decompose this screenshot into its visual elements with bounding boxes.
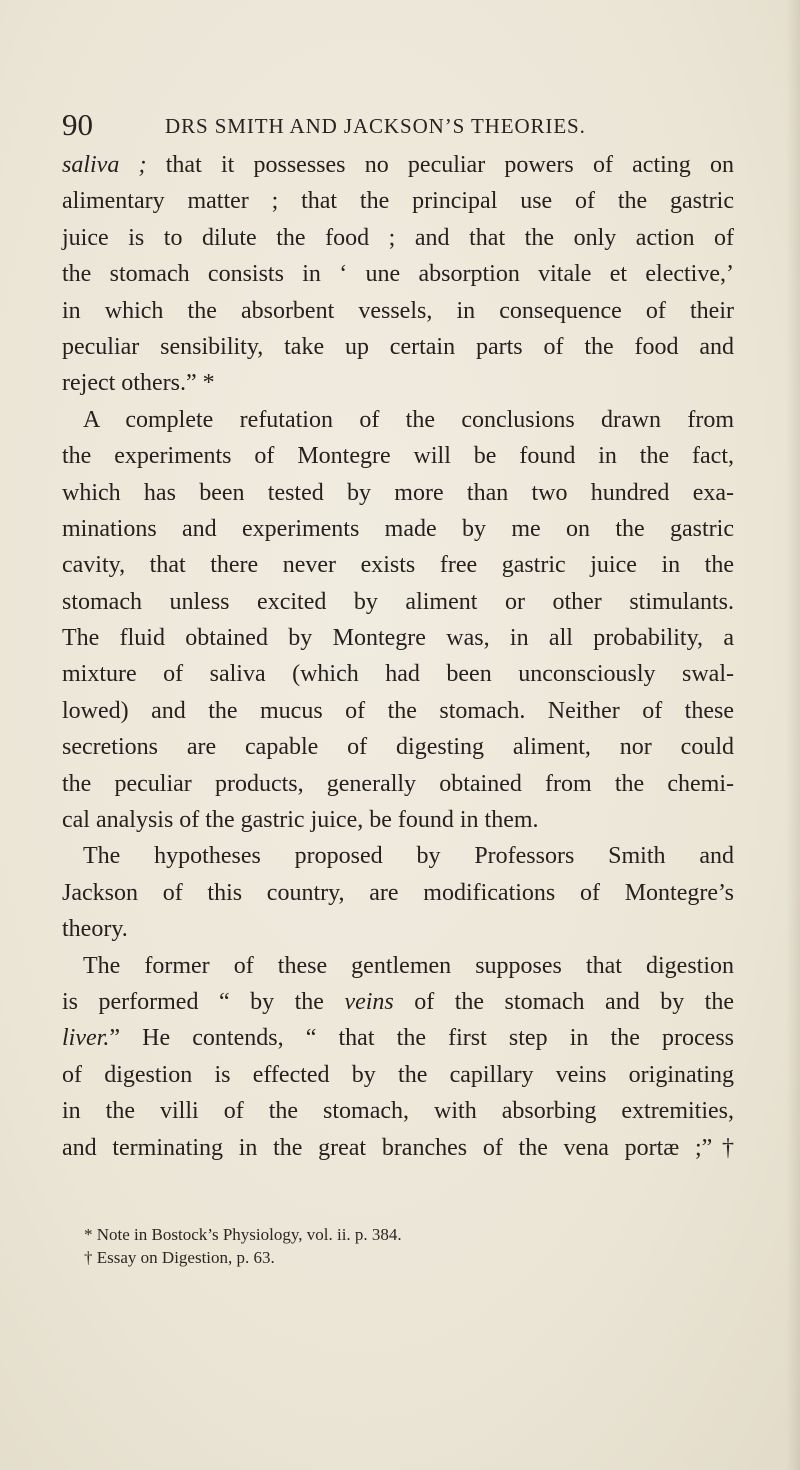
body-text [62,147,734,1166]
text-line: theory. [62,916,128,943]
text-line: reject others.” * [62,370,215,397]
text-line: liver.” He contends, “ that the first step in the process [62,1025,734,1052]
text-line: The former of these gentlemen supposes that digestion [83,952,734,979]
text-line: secretions are capable of digesting aliment, nor could [62,734,734,761]
text-line: alimentary matter ; that the principal use of the gastric [62,188,734,215]
running-title: DRS SMITH AND JACKSON’S THEORIES. [165,114,586,138]
text-line: which has been tested by more than two hundred exa- [62,479,734,506]
text-line: stomach unless excited by aliment or other stimulants. [62,588,734,615]
text-line: lowed) and the mucus of the stomach. Neither of these [62,697,734,724]
text-line: cal analysis of the gastric juice, be found in them. [62,807,539,834]
text-line: juice is to dilute the food ; and that the only action of [62,224,734,251]
text-line: peculiar sensibility, take up certain parts of the food and [62,333,734,360]
text-line: saliva ; that it possesses no peculiar powers of acting on [62,152,734,178]
text-line: of digestion is effected by the capillary veins originating [62,1061,734,1088]
footnotes [84,1223,684,1269]
footnote: * Note in Bostock’s Physiology, vol. ii. p. 384. [84,1225,402,1244]
text-line: is performed “ by the veins of the stomach and by the [62,988,735,1015]
text-line: The fluid obtained by Montegre was, in all probability, a [62,625,734,652]
footnote: † Essay on Digestion, p. 63. [84,1248,275,1267]
text-line: A complete refutation of the conclusions drawn from [83,406,734,433]
text-line: minations and experiments made by me on the gastric [62,515,734,542]
text-line: the stomach consists in ‘ une absorption vitale et elective,’ [62,261,734,288]
page-number: 90 [62,107,93,142]
text-line: in which the absorbent vessels, in consequence of their [62,297,734,324]
text-line: Jackson of this country, are modifications of Montegre’s [62,879,734,906]
text-line: The hypotheses proposed by Professors Smith and [83,843,734,870]
text-line: cavity, that there never exists free gastric juice in the [62,552,734,579]
page-header [62,105,734,145]
text-line: in the villi of the stomach, with absorbing extremities, [62,1098,734,1125]
text-line: and terminating in the great branches of the vena portæ ;”† [62,1134,734,1161]
text-line: the peculiar products, generally obtained from the chemi- [62,770,734,797]
page-edge-shadow [786,0,800,1470]
text-line: the experiments of Montegre will be found in the fact, [62,443,734,470]
text-line: mixture of saliva (which had been unconsciously swal- [62,661,734,688]
